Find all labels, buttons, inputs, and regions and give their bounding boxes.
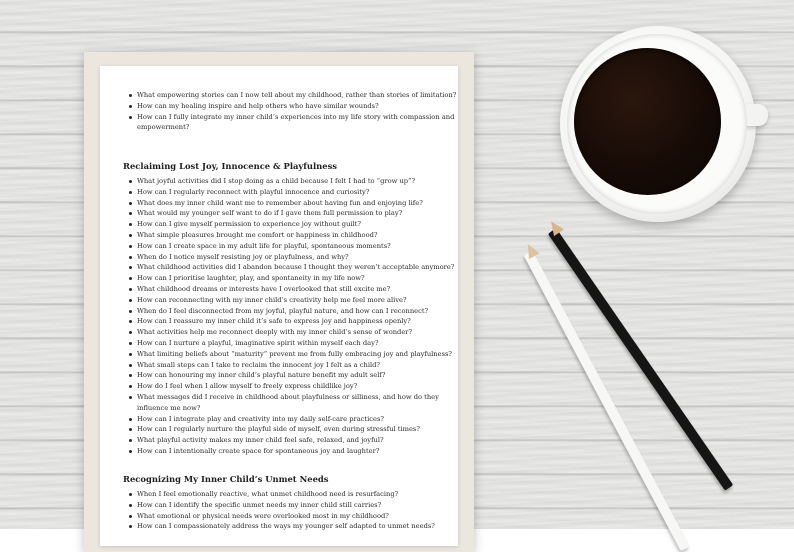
list-item: What does my inner child want me to remember about having fun and enjoying life?: [137, 198, 458, 209]
section-heading-needs: Recognizing My Inner Child’s Unmet Needs: [123, 474, 329, 484]
list-item: What simple pleasures brought me comfort or happiness in childhood?: [137, 230, 458, 241]
black-coffee: [574, 48, 721, 195]
list-item: What childhood activities did I abandon because I thought they weren’t acceptable anymore?: [137, 262, 458, 273]
list-item: How can honouring my inner child’s playful nature benefit my adult self?: [137, 370, 458, 381]
list-item: How do I feel when I allow myself to freely express childlike joy?: [137, 381, 458, 392]
joy-question-list: [112, 176, 458, 457]
needs-question-list: [112, 489, 458, 532]
intro-question-list: [112, 90, 457, 133]
list-item: How can I give myself permission to experience joy without guilt?: [137, 219, 458, 230]
list-item: How can I intentionally create space for spontaneous joy and laughter?: [137, 446, 458, 457]
worksheet-page: [100, 66, 458, 546]
list-item: When do I feel disconnected from my joyful, playful nature, and how can I reconnect?: [137, 306, 458, 317]
list-item: What emotional or physical needs were overlooked most in my childhood?: [137, 511, 458, 522]
list-item: What playful activity makes my inner child feel safe, relaxed, and joyful?: [137, 435, 458, 446]
list-item: How can I integrate play and creativity into my daily self-care practices?: [137, 414, 458, 425]
list-item: What empowering stories can I now tell about my childhood, rather than stories of limitation?: [137, 91, 457, 99]
list-item: How can I identify the specific unmet needs my inner child still carries?: [137, 500, 458, 511]
list-item: What messages did I receive in childhood about playfulness or silliness, and how do they influence me now?: [137, 392, 458, 414]
list-item: What limiting beliefs about “maturity” prevent me from fully embracing joy and playfulness?: [137, 349, 458, 360]
list-item: How can my healing inspire and help others who have similar wounds?: [137, 101, 457, 112]
list-item: How can I prioritise laughter, play, and spontaneity in my life now?: [137, 273, 458, 284]
list-item: What small steps can I take to reclaim the innocent joy I felt as a child?: [137, 360, 458, 371]
list-item: What activities help me reconnect deeply with my inner child’s sense of wonder?: [137, 327, 458, 338]
list-item: What joyful activities did I stop doing as a child because I felt I had to “grow up”?: [137, 176, 458, 187]
list-item: What would my younger self want to do if I gave them full permission to play?: [137, 208, 458, 219]
list-item: How can I regularly reconnect with playful innocence and curiosity?: [137, 187, 458, 198]
list-item: How can reconnecting with my inner child’s creativity help me feel more alive?: [137, 295, 458, 306]
list-item: How can I fully integrate my inner child’s experiences into my life story with compassion and empowerment?: [137, 112, 457, 134]
list-item: How can I regularly nurture the playful side of myself, even during stressful times?: [137, 424, 458, 435]
list-item: When I feel emotionally reactive, what unmet childhood need is resurfacing?: [137, 489, 458, 500]
list-item: What childhood dreams or interests have I overlooked that still excite me?: [137, 284, 458, 295]
section-heading-joy: Reclaiming Lost Joy, Innocence & Playfulness: [123, 161, 338, 171]
list-item: How can I create space in my adult life for playful, spontaneous moments?: [137, 241, 458, 252]
list-item: When do I notice myself resisting joy or playfulness, and why?: [137, 252, 458, 263]
list-item: How can I compassionately address the ways my younger self adapted to unmet needs?: [137, 521, 458, 532]
list-item: How can I reassure my inner child it’s safe to express joy and happiness openly?: [137, 316, 458, 327]
list-item: How can I nurture a playful, imaginative spirit within myself each day?: [137, 338, 458, 349]
